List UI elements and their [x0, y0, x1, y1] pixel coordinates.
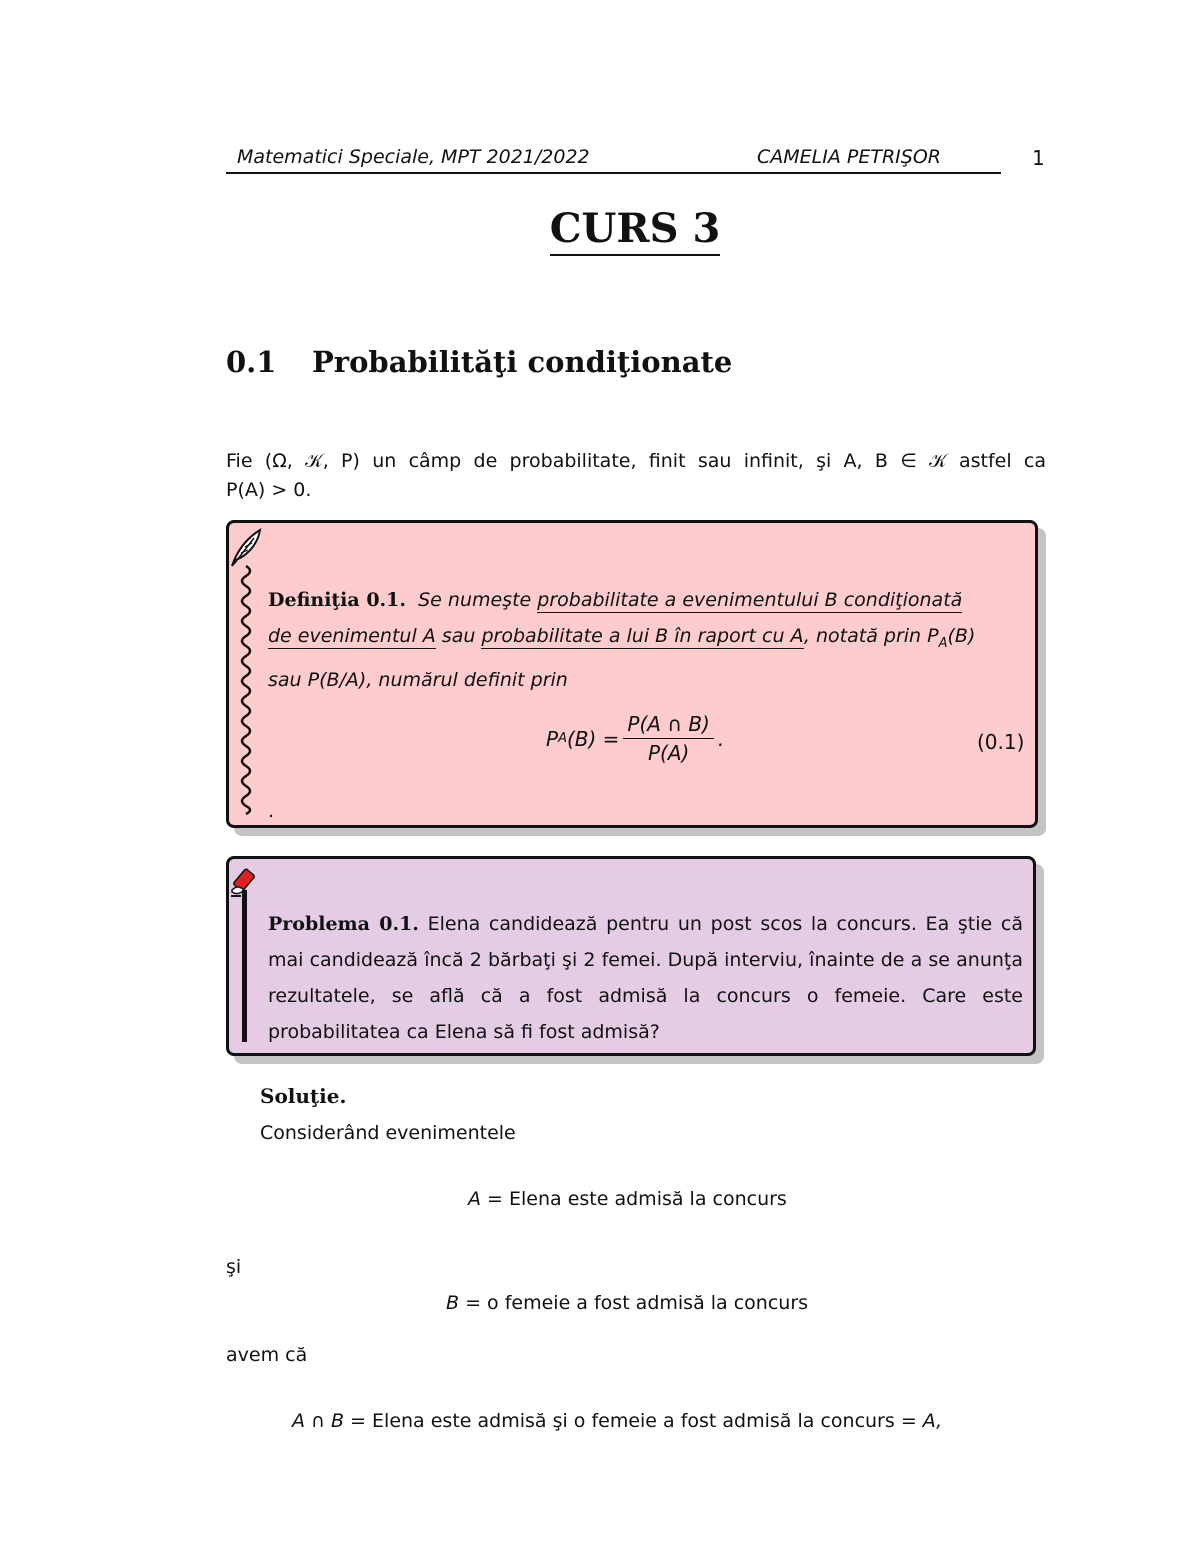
problem-body: Elena candidează pentru un post scos la concurs. Ea ştie că mai candidează încă 2 bărbaţi şi 2 femei. După interviu, înainte de a se anunţa rezultatele, se află că a fost admisă la concurs o femeie. Care este probabilitatea ca Elena să fi fost admisă? — [268, 913, 1023, 1043]
page-number: 1 — [1032, 146, 1045, 170]
intro-line-2: P(A) > 0. — [226, 479, 312, 501]
definition-term-3: probabilitate a lui B în raport cu A — [481, 625, 804, 647]
page-title — [0, 205, 1200, 252]
problem-text — [268, 906, 1023, 1050]
event-a-lhs: A = — [468, 1188, 503, 1210]
definition-trailing-dot: . — [268, 800, 275, 822]
definition-text — [268, 582, 1028, 698]
avem-text: avem că — [226, 1344, 308, 1366]
event-a-rhs: Elena este admisă la concurs — [509, 1188, 787, 1210]
intersection-definition — [292, 1410, 942, 1432]
definition-phrase-5: sau P(B/A), numărul definit prin — [268, 668, 568, 691]
conjunction-text: şi — [226, 1256, 242, 1278]
event-b-lhs: B = — [446, 1292, 481, 1314]
event-a-definition — [468, 1188, 787, 1210]
event-b-rhs: o femeie a fost admisă la concurs — [487, 1292, 809, 1314]
quill-icon — [228, 528, 264, 568]
formula-fraction — [623, 712, 713, 765]
page-title-text: CURS 3 — [550, 205, 721, 256]
section-number: 0.1 — [226, 345, 277, 379]
header-rule — [226, 172, 1001, 174]
wavy-border-decoration — [238, 566, 254, 814]
equation-number: (0.1) — [977, 730, 1025, 754]
intersection-rhs: = A, — [900, 1410, 943, 1432]
intro-line-1: Fie (Ω, 𝒦, P) un câmp de probabilitate, finit sau infinit, şi A, B ∈ 𝒦 astfel ca — [226, 450, 1046, 472]
definition-phrase-1: Se numeşte — [418, 589, 532, 611]
formula-lhs-rest: (B) = — [566, 726, 620, 751]
definition-term-1: probabilitate a evenimentului B condiţionată — [537, 589, 963, 611]
intersection-lhs: A ∩ B = — [292, 1410, 366, 1432]
formula-denominator: P(A) — [647, 741, 690, 765]
problem-label: Problema 0.1. — [268, 913, 419, 935]
definition-phrase-4: (B) — [947, 625, 976, 647]
intersection-mid: Elena este admisă şi o femeie a fost admisă la concurs — [372, 1410, 895, 1432]
running-header-course: Matematici Speciale, MPT 2021/2022 — [237, 146, 590, 168]
formula-numerator: P(A ∩ B) — [623, 712, 713, 739]
formula-end: . — [717, 726, 725, 751]
solution-title: Soluţie. — [260, 1084, 347, 1108]
event-b-definition — [446, 1292, 808, 1314]
formula-lhs-subscript: A — [558, 731, 567, 746]
definition-subscript: A — [938, 635, 948, 651]
problem-side-bar — [242, 890, 247, 1042]
formula-lhs: P — [546, 726, 559, 751]
definition-term-2: de evenimentul A — [268, 625, 436, 647]
definition-label: Definiţia 0.1. — [268, 589, 407, 611]
definition-phrase-3: , notată prin P — [803, 625, 939, 647]
definition-formula — [546, 712, 724, 765]
definition-phrase-2: sau — [441, 625, 476, 647]
running-header-author: CAMELIA PETRIŞOR — [757, 146, 941, 168]
solution-intro: Considerând evenimentele — [260, 1122, 516, 1144]
section-title: Probabilităţi condiţionate — [312, 345, 733, 379]
